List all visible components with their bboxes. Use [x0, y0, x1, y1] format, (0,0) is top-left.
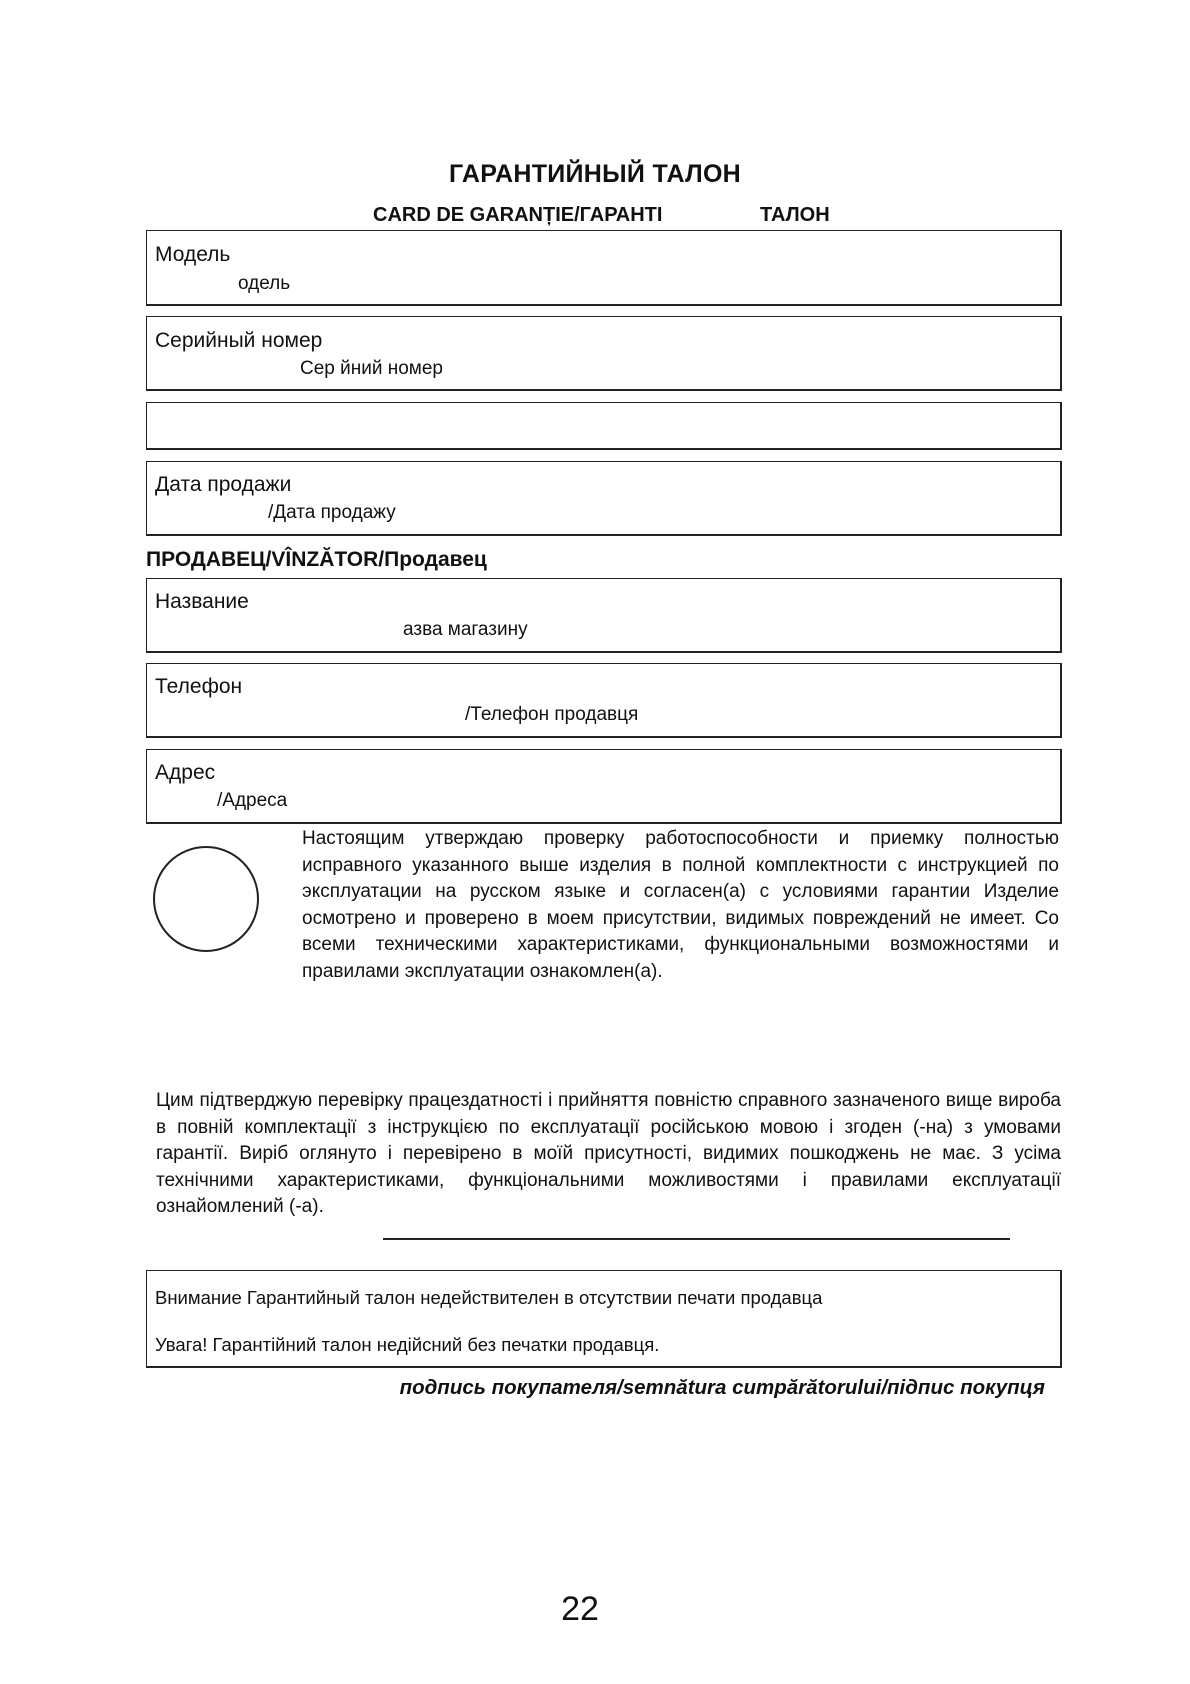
seller-address-label: Адрес: [155, 761, 216, 784]
sale-date-label: Дата продажи: [155, 473, 292, 496]
confirmation-ru: Настоящим утверждаю проверку работоспособности и приемку полностью исправного указанного выше изделия в полной комплектности с инструкцией по эксплуатации на русском языке и согласен(а) с условиями гарантии Изделие осмотрено и проверено в моем присутствии, видимых повреждений не имеет. Со всеми техническими характеристиками, функциональными возможностями и правилами эксплуатации ознакомлен(а).: [302, 828, 1059, 982]
notice-uk: Увага! Гарантійний талон недійсний без печатки продавця.: [155, 1334, 660, 1355]
serial-number-field[interactable]: [146, 316, 1062, 391]
confirmation-uk: Цим підтверджую перевірку працездатності і прийняття повністю справного зазначеного вище вироба в повній комплектації з інструкцією по експлуатації російською мовою і згоден (-на) з умовами гарантії. Виріб оглянуто і перевірено в моїй присутності, видимих пошкоджень не має. З усіма технічними характеристиками, функціональними можливостями і правилами експлуатації ознайомлений (-а).: [156, 1090, 1061, 1217]
seller-address-field[interactable]: [146, 749, 1062, 824]
store-name-field[interactable]: [146, 578, 1062, 653]
subtitle-left: CARD DE GARANȚIE/ГАРАНТІ: [373, 204, 663, 226]
sale-date-field[interactable]: [146, 461, 1062, 536]
notice-ru: Внимание Гарантийный талон недействителен в отсутствии печати продавца: [155, 1287, 823, 1308]
seller-phone-label: Телефон: [155, 675, 243, 698]
notice-box: [146, 1270, 1062, 1368]
page-title: ГАРАНТИЙНЫЙ ТАЛОН: [448, 160, 742, 188]
signature-caption: подпись покупателя/semnătura cumpărătorului/підпис покупця: [399, 1376, 1045, 1399]
blank-field[interactable]: [146, 402, 1062, 450]
seller-phone-field[interactable]: [146, 663, 1062, 738]
store-name-sublabel: азва магазину: [403, 619, 528, 640]
store-name-label: Название: [155, 590, 249, 613]
seller-stamp-circle: [153, 846, 259, 952]
model-field[interactable]: [146, 230, 1062, 306]
serial-sublabel: Сер йний номер: [300, 358, 444, 379]
seller-heading: ПРОДАВЕЦ/VÎNZĂTOR/Продавец: [146, 548, 487, 571]
model-label: Модель: [155, 243, 231, 266]
seller-address-sublabel: /Адреса: [217, 790, 288, 811]
page-number: 22: [561, 1590, 599, 1628]
serial-label: Серийный номер: [155, 329, 323, 352]
signature-line: [383, 1238, 1010, 1240]
seller-phone-sublabel: /Телефон продавця: [465, 704, 639, 725]
sale-date-sublabel: /Дата продажу: [268, 502, 396, 523]
subtitle-right: ТАЛОН: [760, 204, 830, 226]
model-sublabel: одель: [238, 273, 291, 294]
